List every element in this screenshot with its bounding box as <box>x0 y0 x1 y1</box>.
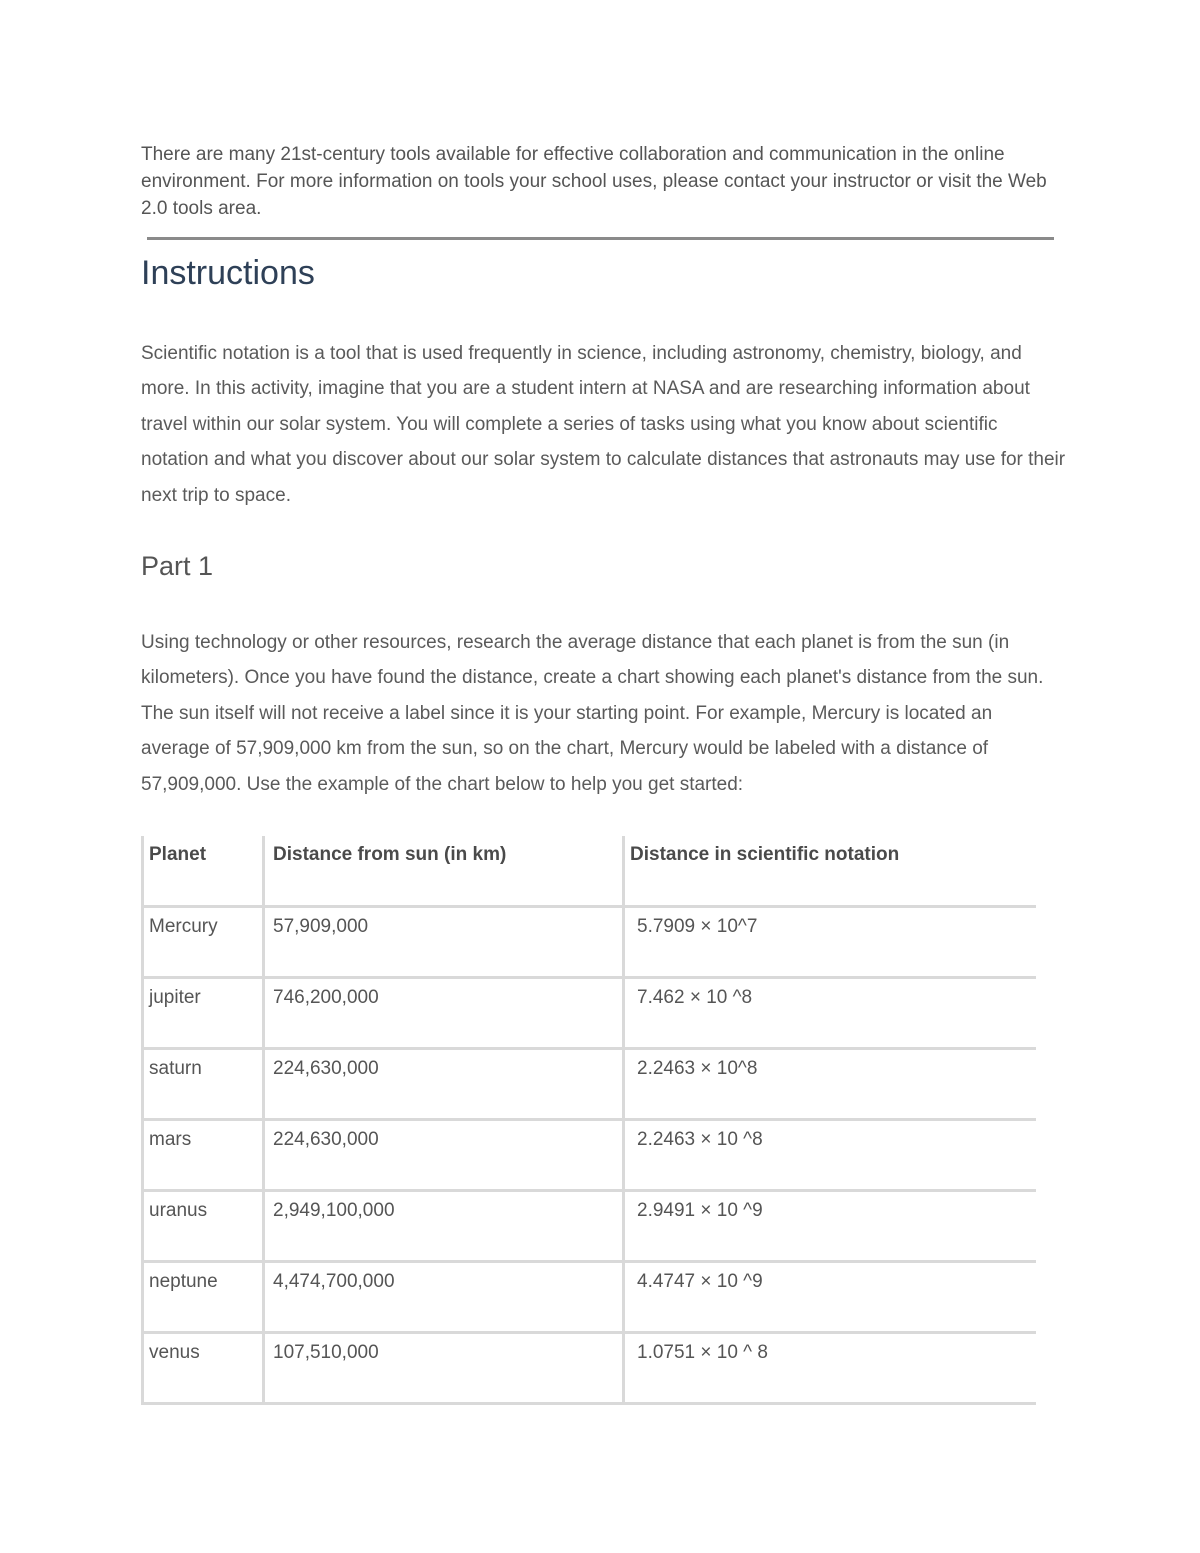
instructions-heading: Instructions <box>141 254 315 292</box>
intro-paragraph: There are many 21st-century tools available for effective collaboration and communication in the online environment. For more information on tools your school uses, please contact your instructor or visit the Web 2.0 tools area. <box>141 144 1047 219</box>
scientific-notation-cell: 4.4747 × 10 ^9 <box>624 1262 1037 1333</box>
distance-km-cell: 746,200,000 <box>264 978 624 1049</box>
distance-km-cell: 107,510,000 <box>264 1333 624 1404</box>
planet-cell: mars <box>143 1120 264 1191</box>
planet-cell: venus <box>143 1333 264 1404</box>
table-row <box>143 1333 1037 1404</box>
table-row <box>143 978 1037 1049</box>
scientific-notation-cell: 2.2463 × 10^8 <box>624 1049 1037 1120</box>
scientific-notation-cell: 7.462 × 10 ^8 <box>624 978 1037 1049</box>
part-1-heading: Part 1 <box>141 551 214 581</box>
table-row <box>143 1120 1037 1191</box>
column-header-scientific-notation: Distance in scientific notation <box>624 836 1037 907</box>
distance-km-cell: 57,909,000 <box>264 907 624 978</box>
table-row <box>143 907 1037 978</box>
horizontal-divider <box>147 237 1054 240</box>
scientific-notation-cell: 2.2463 × 10 ^8 <box>624 1120 1037 1191</box>
planet-cell: saturn <box>143 1049 264 1120</box>
part-1-paragraph: Using technology or other resources, research the average distance that each planet is from the sun (in kilometers). Once you have found the distance, create a chart showing each planet's distance from the sun. The sun itself will not receive a label since it is your starting point. For example, Mercury is located an average of 57,909,000 km from the sun, so on the chart, Mercury would be labeled with a distance of 57,909,000. Use the example of the chart below to help you get started: <box>141 632 1044 795</box>
table-row <box>143 1049 1037 1120</box>
distance-km-cell: 224,630,000 <box>264 1120 624 1191</box>
planet-cell: Mercury <box>143 907 264 978</box>
table-header-row <box>143 836 1037 907</box>
column-header-planet: Planet <box>143 836 264 907</box>
table-row <box>143 1191 1037 1262</box>
distance-km-cell: 4,474,700,000 <box>264 1262 624 1333</box>
column-header-distance-km: Distance from sun (in km) <box>264 836 624 907</box>
distance-km-cell: 2,949,100,000 <box>264 1191 624 1262</box>
scientific-notation-cell: 1.0751 × 10 ^ 8 <box>624 1333 1037 1404</box>
planet-distance-table <box>141 836 1036 1405</box>
instructions-paragraph: Scientific notation is a tool that is used frequently in science, including astronomy, chemistry, biology, and more. In this activity, imagine that you are a student intern at NASA and are researching information about travel within our solar system. You will complete a series of tasks using what you know about scientific notation and what you discover about our solar system to calculate distances that astronauts may use for their next trip to space. <box>141 343 1066 506</box>
scientific-notation-cell: 5.7909 × 10^7 <box>624 907 1037 978</box>
scientific-notation-cell: 2.9491 × 10 ^9 <box>624 1191 1037 1262</box>
planet-cell: jupiter <box>143 978 264 1049</box>
planet-cell: uranus <box>143 1191 264 1262</box>
table-row <box>143 1262 1037 1333</box>
planet-cell: neptune <box>143 1262 264 1333</box>
distance-km-cell: 224,630,000 <box>264 1049 624 1120</box>
